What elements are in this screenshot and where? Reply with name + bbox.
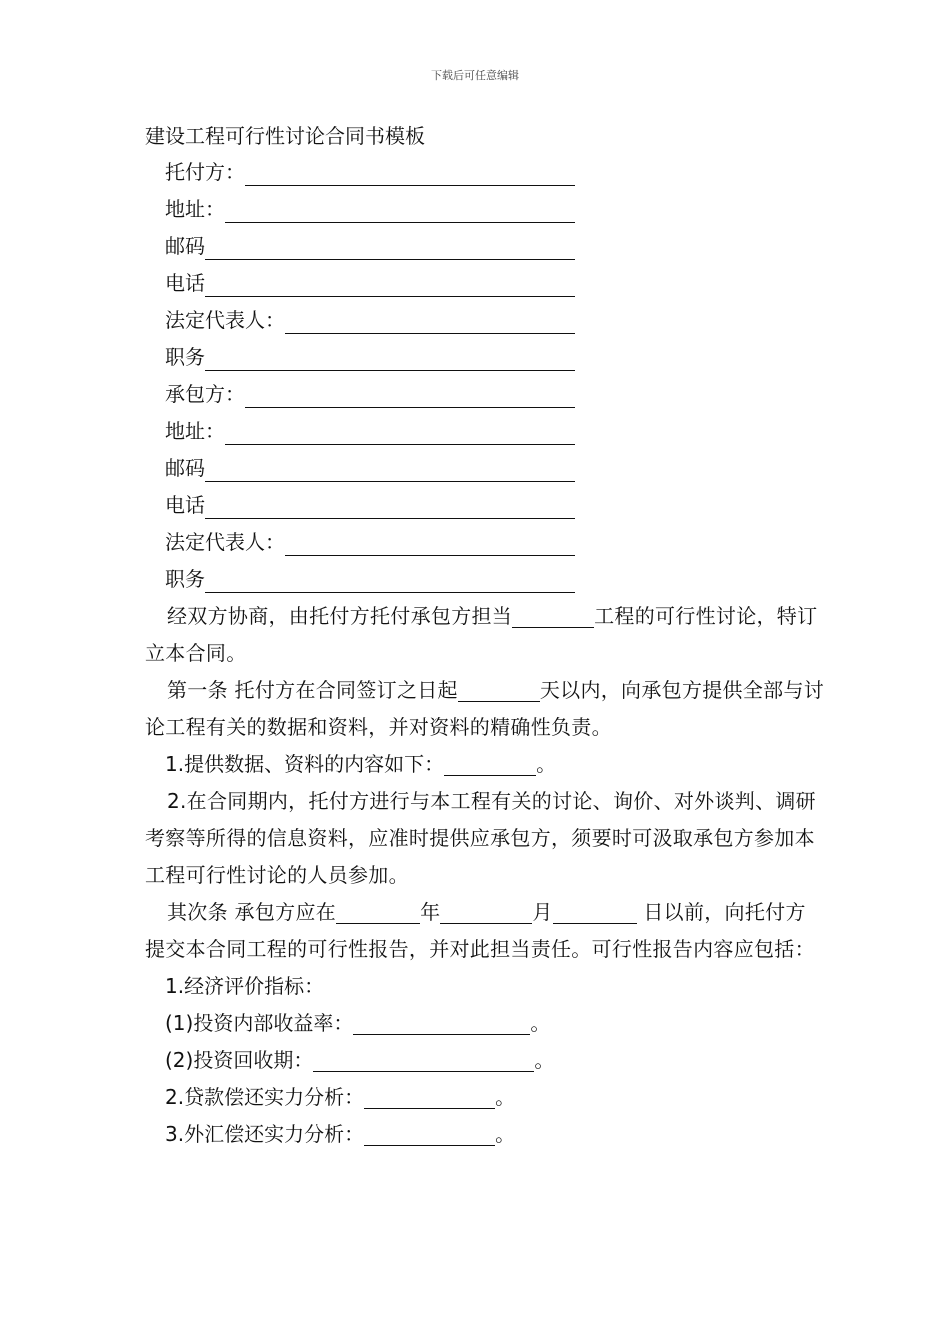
item-2: 2.在合同期内，托付方进行与本工程有关的讨论、询价、对外谈判、调研考察等所得的信息资料，应准时提供应承包方，须要时可汲取承包方参加本工程可行性讨论的人员参加。: [145, 789, 816, 887]
fill-line[interactable]: [205, 230, 575, 260]
list-fx: 3.外汇偿还实力分析： 。: [165, 1122, 516, 1146]
party-b-phone-field: 电话: [145, 487, 575, 524]
fill-line[interactable]: [285, 304, 575, 334]
party-a-representative-field: 法定代表人：: [145, 302, 575, 339]
fx-blank[interactable]: [364, 1123, 495, 1146]
document-title: 建设工程可行性讨论合同书模板: [145, 124, 425, 148]
fill-line[interactable]: [285, 526, 575, 556]
page-header: 下载后可任意编辑: [431, 69, 519, 82]
party-b-representative-field: 法定代表人：: [145, 524, 575, 561]
loan-blank[interactable]: [364, 1086, 495, 1109]
fill-line[interactable]: [245, 156, 575, 186]
list-payback: (2)投资回收期： 。: [165, 1048, 555, 1072]
party-b-contractor-field: 承包方：: [145, 376, 575, 413]
day-blank[interactable]: [553, 901, 637, 924]
party-b-postcode-field: 邮码: [145, 450, 575, 487]
fill-line[interactable]: [205, 341, 575, 371]
irr-blank[interactable]: [353, 1012, 530, 1035]
project-name-blank[interactable]: [512, 605, 594, 628]
fill-line[interactable]: [205, 563, 575, 593]
year-blank[interactable]: [336, 901, 420, 924]
article-2-paragraph: 其次条 承包方应在 年 月 日以前，向托付方提交本合同工程的可行性报告，并对此担当责任。可行性报告内容应包括：: [145, 900, 815, 961]
party-b-address-field: 地址：: [145, 413, 575, 450]
party-b-fields: [145, 376, 825, 598]
party-a-phone-field: 电话: [145, 265, 575, 302]
list-econ: 1.经济评价指标：: [165, 974, 325, 998]
party-b-position-field: 职务: [145, 561, 575, 598]
fill-line[interactable]: [225, 415, 575, 445]
party-a-client-field: 托付方：: [145, 154, 575, 191]
list-irr: (1)投资内部收益率： 。: [165, 1011, 551, 1035]
fill-line[interactable]: [245, 378, 575, 408]
party-a-address-field: 地址：: [145, 191, 575, 228]
party-a-fields: [145, 154, 825, 376]
days-blank[interactable]: [458, 679, 540, 702]
month-blank[interactable]: [440, 901, 532, 924]
payback-blank[interactable]: [313, 1049, 534, 1072]
data-content-blank[interactable]: [444, 753, 536, 776]
list-loan: 2.贷款偿还实力分析： 。: [165, 1085, 516, 1109]
party-a-postcode-field: 邮码: [145, 228, 575, 265]
fill-line[interactable]: [225, 193, 575, 223]
fill-line[interactable]: [205, 452, 575, 482]
intro-paragraph: 经双方协商，由托付方托付承包方担当 工程的可行性讨论，特订立本合同。: [145, 604, 818, 665]
fill-line[interactable]: [205, 267, 575, 297]
document-body: [145, 118, 825, 1153]
item-1: 1.提供数据、资料的内容如下： 。: [165, 752, 557, 776]
fill-line[interactable]: [205, 489, 575, 519]
article-1-paragraph: 第一条 托付方在合同签订之日起 天以内，向承包方提供全部与讨论工程有关的数据和资料，并对资料的精确性负责。: [145, 678, 825, 739]
party-a-position-field: 职务: [145, 339, 575, 376]
